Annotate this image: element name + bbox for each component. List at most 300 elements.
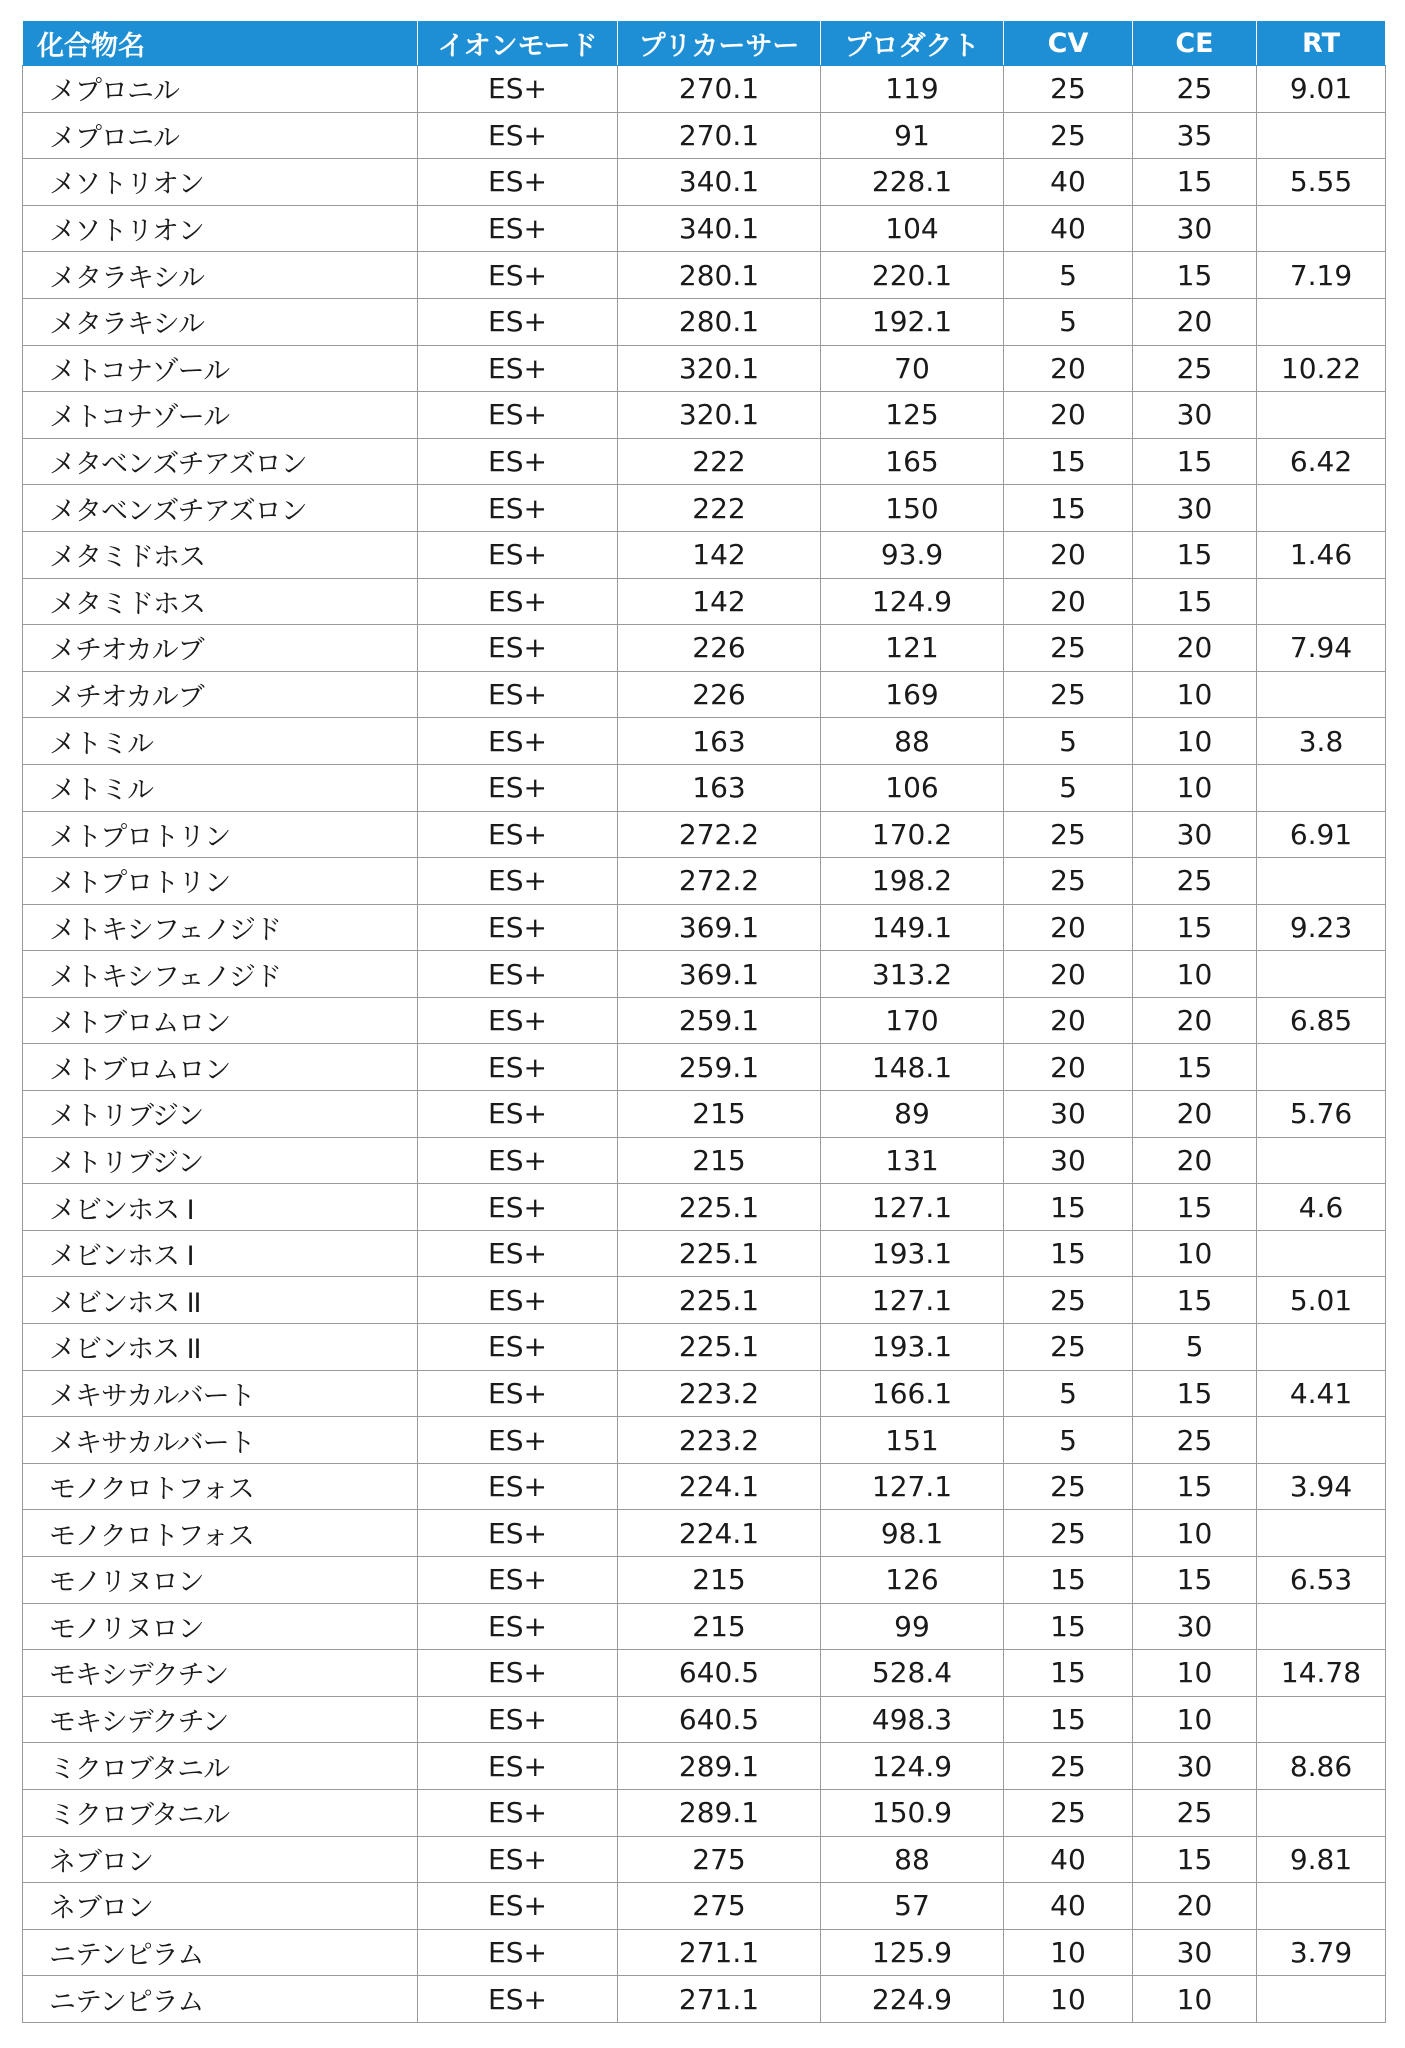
product-cell: 104: [821, 205, 1004, 252]
rt-cell: [1257, 1417, 1386, 1464]
rt-cell: 5.76: [1257, 1091, 1386, 1138]
table-row: [23, 1370, 1386, 1417]
rt-cell: 3.79: [1257, 1929, 1386, 1976]
compound-name-cell: メビンホス I: [23, 1184, 418, 1231]
ion-mode-cell: ES+: [418, 1137, 618, 1184]
ce-cell: 15: [1133, 1277, 1257, 1324]
ion-mode-cell: ES+: [418, 1976, 618, 2023]
compound-name-cell: メトミル: [23, 718, 418, 765]
cv-cell: 15: [1004, 1230, 1133, 1277]
precursor-cell: 275: [618, 1836, 821, 1883]
rt-cell: 6.53: [1257, 1557, 1386, 1604]
product-cell: 127.1: [821, 1463, 1004, 1510]
ion-mode-cell: ES+: [418, 112, 618, 159]
ce-cell: 15: [1133, 531, 1257, 578]
compound-name-cell: メタベンズチアズロン: [23, 438, 418, 485]
compound-name-cell: メトプロトリン: [23, 811, 418, 858]
table-row: [23, 438, 1386, 485]
ion-mode-cell: ES+: [418, 811, 618, 858]
ce-cell: 25: [1133, 858, 1257, 905]
ion-mode-cell: ES+: [418, 1650, 618, 1697]
precursor-cell: 270.1: [618, 66, 821, 113]
precursor-cell: 163: [618, 764, 821, 811]
compound-name-cell: メトキシフェノジド: [23, 904, 418, 951]
rt-cell: 4.41: [1257, 1370, 1386, 1417]
compound-name-cell: ニテンピラム: [23, 1929, 418, 1976]
rt-cell: 6.42: [1257, 438, 1386, 485]
ion-mode-cell: ES+: [418, 764, 618, 811]
product-cell: 148.1: [821, 1044, 1004, 1091]
table-row: [23, 764, 1386, 811]
cv-cell: 40: [1004, 1883, 1133, 1930]
precursor-cell: 272.2: [618, 858, 821, 905]
table-row: [23, 1883, 1386, 1930]
product-cell: 224.9: [821, 1976, 1004, 2023]
header-row: [23, 21, 1386, 66]
precursor-cell: 223.2: [618, 1370, 821, 1417]
compound-name-cell: メソトリオン: [23, 159, 418, 206]
ion-mode-cell: ES+: [418, 531, 618, 578]
ce-cell: 25: [1133, 345, 1257, 392]
product-cell: 149.1: [821, 904, 1004, 951]
product-cell: 121: [821, 625, 1004, 672]
table-row: [23, 298, 1386, 345]
compound-name-cell: メタラキシル: [23, 252, 418, 299]
ce-cell: 30: [1133, 205, 1257, 252]
ion-mode-cell: ES+: [418, 1929, 618, 1976]
precursor-cell: 640.5: [618, 1696, 821, 1743]
rt-cell: [1257, 392, 1386, 439]
compound-name-cell: ミクロブタニル: [23, 1743, 418, 1790]
product-cell: 88: [821, 718, 1004, 765]
product-cell: 498.3: [821, 1696, 1004, 1743]
compound-name-cell: メタラキシル: [23, 298, 418, 345]
cv-cell: 20: [1004, 904, 1133, 951]
ion-mode-cell: ES+: [418, 578, 618, 625]
precursor-cell: 222: [618, 485, 821, 532]
ion-mode-cell: ES+: [418, 1277, 618, 1324]
cv-cell: 20: [1004, 531, 1133, 578]
product-cell: 70: [821, 345, 1004, 392]
ion-mode-cell: ES+: [418, 205, 618, 252]
rt-cell: [1257, 1976, 1386, 2023]
cv-cell: 25: [1004, 1743, 1133, 1790]
compound-name-cell: モノリヌロン: [23, 1557, 418, 1604]
precursor-cell: 142: [618, 531, 821, 578]
ion-mode-cell: ES+: [418, 997, 618, 1044]
compound-name-cell: メトミル: [23, 764, 418, 811]
product-cell: 198.2: [821, 858, 1004, 905]
compound-name-cell: メプロニル: [23, 66, 418, 113]
ce-cell: 10: [1133, 764, 1257, 811]
ce-cell: 15: [1133, 1184, 1257, 1231]
table-row: [23, 811, 1386, 858]
rt-cell: 3.94: [1257, 1463, 1386, 1510]
table-row: [23, 1557, 1386, 1604]
ce-cell: 30: [1133, 1603, 1257, 1650]
ce-cell: 10: [1133, 671, 1257, 718]
ion-mode-cell: ES+: [418, 671, 618, 718]
compound-name-cell: ニテンピラム: [23, 1976, 418, 2023]
rt-cell: 5.55: [1257, 159, 1386, 206]
rt-cell: [1257, 1696, 1386, 1743]
ion-mode-cell: ES+: [418, 625, 618, 672]
cv-cell: 25: [1004, 858, 1133, 905]
cv-cell: 25: [1004, 1789, 1133, 1836]
ce-cell: 30: [1133, 485, 1257, 532]
rt-cell: 7.94: [1257, 625, 1386, 672]
compound-name-cell: ネブロン: [23, 1883, 418, 1930]
compound-name-cell: メトプロトリン: [23, 858, 418, 905]
compound-name-cell: メキサカルバート: [23, 1370, 418, 1417]
table-row: [23, 345, 1386, 392]
compound-name-cell: メビンホス II: [23, 1277, 418, 1324]
cv-cell: 15: [1004, 1184, 1133, 1231]
rt-cell: [1257, 1603, 1386, 1650]
compound-name-cell: モキシデクチン: [23, 1696, 418, 1743]
product-cell: 106: [821, 764, 1004, 811]
precursor-cell: 272.2: [618, 811, 821, 858]
ce-cell: 25: [1133, 1417, 1257, 1464]
rt-cell: 1.46: [1257, 531, 1386, 578]
precursor-cell: 340.1: [618, 205, 821, 252]
precursor-cell: 280.1: [618, 252, 821, 299]
ion-mode-cell: ES+: [418, 1603, 618, 1650]
ion-mode-cell: ES+: [418, 718, 618, 765]
precursor-cell: 320.1: [618, 392, 821, 439]
cv-cell: 20: [1004, 997, 1133, 1044]
ion-mode-cell: ES+: [418, 159, 618, 206]
precursor-cell: 224.1: [618, 1510, 821, 1557]
rt-cell: 5.01: [1257, 1277, 1386, 1324]
rt-cell: 9.23: [1257, 904, 1386, 951]
table-row: [23, 1417, 1386, 1464]
compound-name-cell: メタミドホス: [23, 531, 418, 578]
table-row: [23, 1696, 1386, 1743]
compound-name-cell: メトリブジン: [23, 1091, 418, 1138]
ce-cell: 30: [1133, 1743, 1257, 1790]
precursor-cell: 215: [618, 1091, 821, 1138]
compound-name-cell: メプロニル: [23, 112, 418, 159]
compound-name-cell: ネブロン: [23, 1836, 418, 1883]
rt-cell: [1257, 764, 1386, 811]
compound-name-cell: メトブロムロン: [23, 997, 418, 1044]
ce-cell: 15: [1133, 904, 1257, 951]
product-cell: 57: [821, 1883, 1004, 1930]
product-cell: 124.9: [821, 1743, 1004, 1790]
rt-cell: 4.6: [1257, 1184, 1386, 1231]
ce-cell: 30: [1133, 811, 1257, 858]
precursor-cell: 320.1: [618, 345, 821, 392]
table-row: [23, 904, 1386, 951]
rt-cell: [1257, 951, 1386, 998]
table-row: [23, 159, 1386, 206]
ce-cell: 20: [1133, 625, 1257, 672]
ce-cell: 20: [1133, 1137, 1257, 1184]
cv-cell: 25: [1004, 66, 1133, 113]
precursor-cell: 226: [618, 671, 821, 718]
cv-cell: 25: [1004, 1463, 1133, 1510]
rt-cell: [1257, 671, 1386, 718]
header-compound-name: 化合物名: [23, 21, 418, 66]
product-cell: 125.9: [821, 1929, 1004, 1976]
product-cell: 170.2: [821, 811, 1004, 858]
rt-cell: [1257, 858, 1386, 905]
cv-cell: 20: [1004, 345, 1133, 392]
cv-cell: 40: [1004, 159, 1133, 206]
cv-cell: 5: [1004, 252, 1133, 299]
cv-cell: 25: [1004, 1277, 1133, 1324]
ce-cell: 15: [1133, 1836, 1257, 1883]
rt-cell: [1257, 1510, 1386, 1557]
rt-cell: 6.85: [1257, 997, 1386, 1044]
ce-cell: 15: [1133, 1044, 1257, 1091]
precursor-cell: 289.1: [618, 1743, 821, 1790]
header-rt: RT: [1257, 21, 1386, 66]
table-row: [23, 392, 1386, 439]
ce-cell: 10: [1133, 1976, 1257, 2023]
precursor-cell: 215: [618, 1137, 821, 1184]
table-row: [23, 205, 1386, 252]
cv-cell: 15: [1004, 1603, 1133, 1650]
precursor-cell: 225.1: [618, 1230, 821, 1277]
precursor-cell: 225.1: [618, 1277, 821, 1324]
cv-cell: 5: [1004, 1370, 1133, 1417]
precursor-cell: 215: [618, 1557, 821, 1604]
product-cell: 192.1: [821, 298, 1004, 345]
product-cell: 131: [821, 1137, 1004, 1184]
table-row: [23, 1277, 1386, 1324]
precursor-cell: 163: [618, 718, 821, 765]
table-body: [23, 66, 1386, 2023]
product-cell: 169: [821, 671, 1004, 718]
product-cell: 127.1: [821, 1184, 1004, 1231]
rt-cell: [1257, 1789, 1386, 1836]
precursor-cell: 369.1: [618, 904, 821, 951]
cv-cell: 30: [1004, 1091, 1133, 1138]
ce-cell: 20: [1133, 1883, 1257, 1930]
precursor-cell: 223.2: [618, 1417, 821, 1464]
compound-name-cell: メチオカルブ: [23, 671, 418, 718]
ce-cell: 20: [1133, 997, 1257, 1044]
ion-mode-cell: ES+: [418, 66, 618, 113]
ce-cell: 25: [1133, 66, 1257, 113]
compound-name-cell: メビンホス I: [23, 1230, 418, 1277]
precursor-cell: 224.1: [618, 1463, 821, 1510]
table-row: [23, 625, 1386, 672]
ce-cell: 15: [1133, 252, 1257, 299]
rt-cell: 10.22: [1257, 345, 1386, 392]
compound-name-cell: メソトリオン: [23, 205, 418, 252]
ce-cell: 10: [1133, 1510, 1257, 1557]
ion-mode-cell: ES+: [418, 858, 618, 905]
cv-cell: 15: [1004, 438, 1133, 485]
table-row: [23, 1976, 1386, 2023]
precursor-cell: 275: [618, 1883, 821, 1930]
cv-cell: 20: [1004, 392, 1133, 439]
header-ion-mode: イオンモード: [418, 21, 618, 66]
ce-cell: 20: [1133, 298, 1257, 345]
cv-cell: 5: [1004, 764, 1133, 811]
ion-mode-cell: ES+: [418, 1230, 618, 1277]
product-cell: 313.2: [821, 951, 1004, 998]
table-row: [23, 1789, 1386, 1836]
ce-cell: 30: [1133, 1929, 1257, 1976]
compound-name-cell: メタミドホス: [23, 578, 418, 625]
compound-name-cell: メトキシフェノジド: [23, 951, 418, 998]
compound-name-cell: メトコナゾール: [23, 392, 418, 439]
cv-cell: 20: [1004, 951, 1133, 998]
ce-cell: 25: [1133, 1789, 1257, 1836]
precursor-cell: 271.1: [618, 1976, 821, 2023]
table-row: [23, 252, 1386, 299]
ion-mode-cell: ES+: [418, 1417, 618, 1464]
cv-cell: 15: [1004, 485, 1133, 532]
cv-cell: 15: [1004, 1650, 1133, 1697]
rt-cell: 14.78: [1257, 1650, 1386, 1697]
product-cell: 528.4: [821, 1650, 1004, 1697]
table-row: [23, 1743, 1386, 1790]
product-cell: 93.9: [821, 531, 1004, 578]
compound-name-cell: メトコナゾール: [23, 345, 418, 392]
product-cell: 91: [821, 112, 1004, 159]
ion-mode-cell: ES+: [418, 392, 618, 439]
precursor-cell: 226: [618, 625, 821, 672]
table-row: [23, 531, 1386, 578]
product-cell: 89: [821, 1091, 1004, 1138]
ion-mode-cell: ES+: [418, 252, 618, 299]
table-row: [23, 1091, 1386, 1138]
rt-cell: [1257, 1137, 1386, 1184]
ce-cell: 20: [1133, 1091, 1257, 1138]
table-row: [23, 997, 1386, 1044]
product-cell: 88: [821, 1836, 1004, 1883]
cv-cell: 20: [1004, 1044, 1133, 1091]
compound-name-cell: モノクロトフォス: [23, 1510, 418, 1557]
rt-cell: 8.86: [1257, 1743, 1386, 1790]
precursor-cell: 225.1: [618, 1324, 821, 1371]
product-cell: 150.9: [821, 1789, 1004, 1836]
compound-name-cell: メチオカルブ: [23, 625, 418, 672]
ce-cell: 15: [1133, 1370, 1257, 1417]
product-cell: 228.1: [821, 159, 1004, 206]
data-table: [22, 20, 1386, 2023]
precursor-cell: 259.1: [618, 1044, 821, 1091]
table-row: [23, 1137, 1386, 1184]
precursor-cell: 271.1: [618, 1929, 821, 1976]
precursor-cell: 340.1: [618, 159, 821, 206]
ion-mode-cell: ES+: [418, 1184, 618, 1231]
ion-mode-cell: ES+: [418, 1324, 618, 1371]
product-cell: 99: [821, 1603, 1004, 1650]
table-header: [23, 21, 1386, 66]
precursor-cell: 259.1: [618, 997, 821, 1044]
ce-cell: 15: [1133, 1463, 1257, 1510]
cv-cell: 25: [1004, 1510, 1133, 1557]
product-cell: 126: [821, 1557, 1004, 1604]
header-product: プロダクト: [821, 21, 1004, 66]
ion-mode-cell: ES+: [418, 904, 618, 951]
rt-cell: [1257, 578, 1386, 625]
precursor-cell: 215: [618, 1603, 821, 1650]
cv-cell: 15: [1004, 1696, 1133, 1743]
rt-cell: [1257, 485, 1386, 532]
compound-name-cell: メトブロムロン: [23, 1044, 418, 1091]
cv-cell: 40: [1004, 205, 1133, 252]
cv-cell: 20: [1004, 578, 1133, 625]
table-row: [23, 1230, 1386, 1277]
compound-name-cell: メトリブジン: [23, 1137, 418, 1184]
cv-cell: 5: [1004, 1417, 1133, 1464]
product-cell: 124.9: [821, 578, 1004, 625]
table-row: [23, 112, 1386, 159]
cv-cell: 5: [1004, 298, 1133, 345]
product-cell: 151: [821, 1417, 1004, 1464]
compound-name-cell: モキシデクチン: [23, 1650, 418, 1697]
product-cell: 125: [821, 392, 1004, 439]
precursor-cell: 142: [618, 578, 821, 625]
ce-cell: 30: [1133, 392, 1257, 439]
table-row: [23, 1650, 1386, 1697]
ce-cell: 15: [1133, 1557, 1257, 1604]
product-cell: 193.1: [821, 1324, 1004, 1371]
ion-mode-cell: ES+: [418, 1696, 618, 1743]
compound-name-cell: モノクロトフォス: [23, 1463, 418, 1510]
ion-mode-cell: ES+: [418, 1789, 618, 1836]
rt-cell: [1257, 205, 1386, 252]
ce-cell: 35: [1133, 112, 1257, 159]
ion-mode-cell: ES+: [418, 345, 618, 392]
precursor-cell: 640.5: [618, 1650, 821, 1697]
product-cell: 150: [821, 485, 1004, 532]
cv-cell: 5: [1004, 718, 1133, 765]
compound-name-cell: メタベンズチアズロン: [23, 485, 418, 532]
cv-cell: 10: [1004, 1929, 1133, 1976]
cv-cell: 25: [1004, 112, 1133, 159]
rt-cell: 3.8: [1257, 718, 1386, 765]
table-row: [23, 1929, 1386, 1976]
ion-mode-cell: ES+: [418, 1743, 618, 1790]
ce-cell: 10: [1133, 718, 1257, 765]
rt-cell: [1257, 298, 1386, 345]
ion-mode-cell: ES+: [418, 1557, 618, 1604]
ce-cell: 15: [1133, 438, 1257, 485]
cv-cell: 10: [1004, 1976, 1133, 2023]
ce-cell: 10: [1133, 1230, 1257, 1277]
header-precursor: プリカーサー: [618, 21, 821, 66]
table-row: [23, 951, 1386, 998]
table-row: [23, 1044, 1386, 1091]
table-row: [23, 578, 1386, 625]
table-row: [23, 858, 1386, 905]
ion-mode-cell: ES+: [418, 951, 618, 998]
precursor-cell: 280.1: [618, 298, 821, 345]
precursor-cell: 225.1: [618, 1184, 821, 1231]
table-row: [23, 718, 1386, 765]
cv-cell: 15: [1004, 1557, 1133, 1604]
header-ce: CE: [1133, 21, 1257, 66]
product-cell: 166.1: [821, 1370, 1004, 1417]
ion-mode-cell: ES+: [418, 298, 618, 345]
precursor-cell: 289.1: [618, 1789, 821, 1836]
cv-cell: 25: [1004, 671, 1133, 718]
compound-name-cell: メキサカルバート: [23, 1417, 418, 1464]
rt-cell: [1257, 1324, 1386, 1371]
ion-mode-cell: ES+: [418, 438, 618, 485]
ion-mode-cell: ES+: [418, 1510, 618, 1557]
table-row: [23, 671, 1386, 718]
ion-mode-cell: ES+: [418, 1091, 618, 1138]
